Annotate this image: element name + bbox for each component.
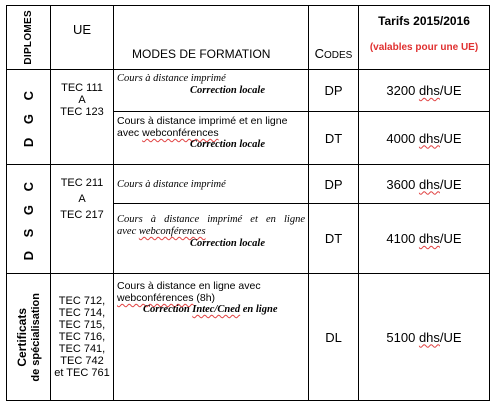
dsgc-tarif-1-unit: dhs bbox=[418, 176, 440, 192]
cert-mode-webconf: webconférences bbox=[117, 292, 194, 304]
tarifs-table bbox=[6, 5, 490, 401]
cert-mode-line2 bbox=[117, 292, 305, 304]
cert-ue-item: et TEC 761 bbox=[54, 367, 110, 379]
dgc-diplome bbox=[7, 70, 51, 165]
dsgc-tarif-1 bbox=[359, 165, 490, 204]
dgc-tarif-2-unit: dhs bbox=[418, 130, 440, 146]
dgc-tarif-1-unit: dhs bbox=[418, 83, 440, 98]
header-tarifs-title: Tarifs 2015/2016 bbox=[378, 14, 470, 28]
dgc-code-2: DT bbox=[309, 112, 359, 165]
dgc-ue-from: TEC 111 bbox=[61, 82, 103, 94]
dgc-code-1: DP bbox=[309, 70, 359, 112]
dgc-mode-1 bbox=[114, 70, 309, 112]
cert-ue-item: TEC 712, bbox=[58, 295, 106, 307]
cert-code: DL bbox=[309, 274, 359, 401]
dsgc-tarif-2 bbox=[359, 204, 490, 274]
dgc-ue-to: TEC 123 bbox=[60, 106, 104, 118]
cert-tarif bbox=[359, 274, 490, 401]
dgc-mode-2-line2 bbox=[117, 127, 305, 139]
dgc-mode-2-line1: Cours à distance imprimé et en ligne bbox=[117, 115, 288, 127]
cert-corr-b: Intec/Cned bbox=[192, 304, 241, 315]
cert-ue-item: TEC 714, bbox=[58, 307, 106, 319]
cert-ue-item: TEC 716, bbox=[58, 331, 106, 343]
cert-tarif-unit: dhs bbox=[418, 329, 440, 345]
dsgc-tarif-1-suffix: /UE bbox=[439, 176, 462, 192]
dsgc-ue-from: TEC 211 bbox=[60, 177, 104, 189]
dsgc-code-1: DP bbox=[309, 165, 359, 204]
dgc-mode-1-correction: Correction locale bbox=[190, 85, 265, 96]
dgc-mode-2 bbox=[114, 112, 309, 165]
cert-ue-item: TEC 715, bbox=[58, 319, 106, 331]
dsgc-ue-to: TEC 217 bbox=[60, 209, 104, 221]
dsgc-ue-sep: A bbox=[78, 193, 86, 205]
header-diplomes bbox=[7, 6, 51, 70]
dgc-tarif-2 bbox=[359, 112, 490, 165]
header-tarifs-note: (valables pour une UE) bbox=[369, 42, 479, 53]
header-row bbox=[7, 6, 490, 70]
dgc-mode-2-line2-a: avec bbox=[117, 127, 143, 139]
dsgc-mode-2 bbox=[114, 204, 309, 274]
dsgc-row-1 bbox=[7, 165, 490, 204]
dsgc-mode-2-line2-a: avec bbox=[117, 226, 139, 237]
dgc-ue bbox=[51, 70, 114, 165]
dgc-tarif-2-amount: 4000 bbox=[386, 130, 416, 146]
cert-diplome bbox=[7, 274, 51, 401]
dgc-tarif-1 bbox=[359, 70, 490, 112]
dgc-mode-1-text: Cours à distance imprimé bbox=[117, 73, 226, 84]
dgc-ue-sep: A bbox=[78, 94, 86, 106]
dgc-tarif-2-suffix: /UE bbox=[439, 130, 462, 146]
dsgc-mode-2-webconf: webconférences bbox=[138, 226, 206, 237]
dsgc-mode-2-line2 bbox=[117, 226, 305, 238]
dsgc-ue bbox=[51, 165, 114, 274]
header-ue: UE bbox=[51, 6, 114, 70]
cert-corr-c: en ligne bbox=[240, 304, 278, 315]
dsgc-mode-1-text: Cours à distance imprimé bbox=[117, 178, 226, 190]
dsgc-tarif-1-amount: 3600 bbox=[386, 176, 416, 192]
dsgc-mode-2-line1: Cours à distance imprimé et en ligne bbox=[117, 214, 305, 225]
cert-diplome-label bbox=[15, 293, 43, 382]
cert-ue-item: TEC 742 bbox=[60, 355, 104, 367]
cert-mode-line1: Cours à distance en ligne avec bbox=[117, 280, 261, 292]
header-modes: MODES DE FORMATION bbox=[114, 6, 309, 70]
cert-tarif-suffix: /UE bbox=[439, 329, 462, 345]
dsgc-tarif-2-amount: 4100 bbox=[386, 231, 416, 246]
dsgc-tarif-2-unit: dhs bbox=[418, 231, 440, 246]
cert-line2: de spécialisation bbox=[29, 292, 42, 382]
dgc-diplome-label: D G C bbox=[21, 86, 36, 148]
dsgc-diplome-label: D S G C bbox=[21, 177, 36, 261]
dsgc-mode-1 bbox=[114, 165, 309, 204]
header-codes bbox=[309, 6, 359, 70]
dsgc-tarif-2-suffix: /UE bbox=[439, 231, 462, 246]
header-diplomes-label: DIPLOMES bbox=[23, 10, 34, 65]
dgc-row-1 bbox=[7, 70, 490, 112]
cert-line1: Certificats bbox=[14, 307, 29, 367]
cert-mode bbox=[114, 274, 309, 401]
dsgc-diplome bbox=[7, 165, 51, 274]
dgc-mode-2-webconf: webconférences bbox=[142, 127, 219, 139]
dsgc-mode-2-correction: Correction locale bbox=[190, 238, 265, 249]
header-codes-rest: ODES bbox=[324, 50, 353, 61]
header-tarifs bbox=[359, 6, 490, 70]
cert-tarif-amount: 5100 bbox=[386, 329, 416, 345]
cert-row bbox=[7, 274, 490, 401]
header-codes-first: C bbox=[314, 46, 325, 61]
cert-mode-correction bbox=[117, 304, 305, 316]
dgc-tarif-1-suffix: /UE bbox=[439, 83, 462, 98]
dsgc-code-2: DT bbox=[309, 204, 359, 274]
cert-mode-hours: (8h) bbox=[193, 292, 216, 304]
dgc-tarif-1-amount: 3200 bbox=[386, 83, 416, 98]
cert-corr-a: Correction bbox=[143, 304, 193, 315]
cert-ue-item: TEC 741, bbox=[58, 343, 106, 355]
cert-ue bbox=[51, 274, 114, 401]
dgc-mode-2-correction: Correction locale bbox=[190, 139, 265, 150]
